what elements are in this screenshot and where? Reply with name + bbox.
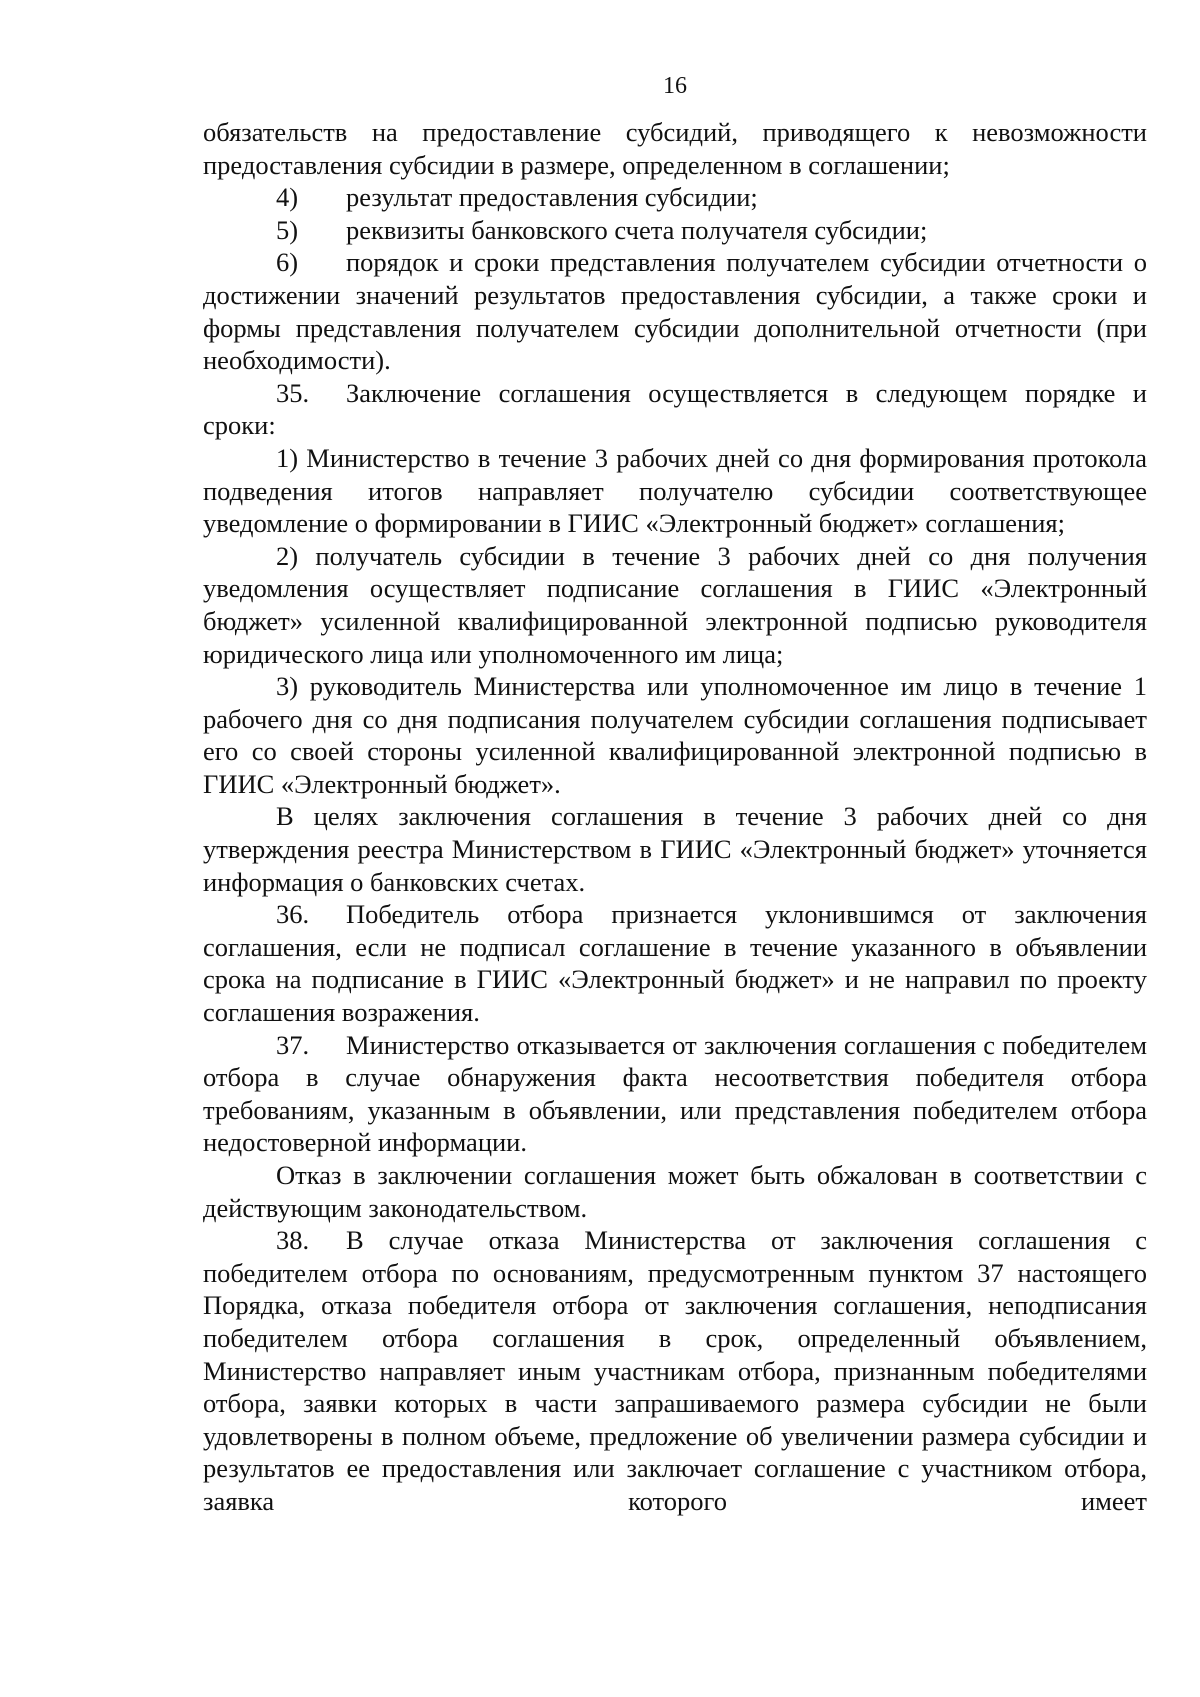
clause-number: 35. — [276, 377, 310, 408]
list-item-5 — [203, 214, 1147, 247]
item-number: 6) — [276, 247, 299, 278]
clause-number: 37. — [276, 1029, 310, 1060]
clause-number: 36. — [276, 899, 310, 930]
paragraph-text: Министерство отказывается от заключения соглашения с победителем отбора в случае обнаружения факта несоответствия победителя отбора требованиям, указанным в объявлении, или представления победителем отбора недостоверной информации. — [203, 1029, 1147, 1158]
paragraph-text: В случае отказа Министерства от заключения соглашения с победителем отбора по основаниям, предусмотренным пунктом 37 настоящего Порядка, отказа победителя отбора от заключения соглашения, неподписания победителем отбора соглашения в срок, определенный объявлением, Министерство направляет иным участникам отбора, признанным победителями отбора, заявки которых в части запрашиваемого размера субсидии не были удовлетворены в полном объеме, предложение об увеличении размера субсидии и результатов ее предоставления или заключает соглашение с участником отбора, заявка которого имеет — [203, 1225, 1147, 1516]
item-number: 4) — [276, 182, 299, 213]
paragraph-text: обязательств на предоставление субсидий, приводящего к невозможности предоставления субсидии в размере, определенном в соглашении; — [203, 117, 1147, 180]
paragraph-text: порядок и сроки представления получателем субсидии отчетности о достижении значений результатов предоставления субсидии, а также сроки и формы представления получателем субсидии дополнительной отчетности (при необходимости). — [203, 247, 1147, 376]
subclause-3 — [203, 670, 1147, 800]
clause-35 — [203, 377, 1147, 442]
list-item-4 — [203, 181, 1147, 214]
subclause-2 — [203, 540, 1147, 670]
paragraph-text: 1) Министерство в течение 3 рабочих дней со дня формирования протокола подведения итогов направляет получателю субсидии соответствующее уведомление о формировании в ГИИС «Электронный бюджет» соглашения; — [203, 442, 1147, 539]
list-item-6 — [203, 246, 1147, 376]
clause-37 — [203, 1029, 1147, 1159]
item-number: 5) — [276, 214, 299, 245]
document-body — [203, 116, 1147, 1518]
paragraph-text: 2) получатель субсидии в течение 3 рабочих дней со дня получения уведомления осуществляет подписание соглашения в ГИИС «Электронный бюджет» усиленной квалифицированной электронной подписью руководителя юридического лица или уполномоченного им лица; — [203, 540, 1147, 669]
paragraph-text: результат предоставления субсидии; — [346, 182, 758, 213]
paragraph-text: В целях заключения соглашения в течение 3 рабочих дней со дня утверждения реестра Министерством в ГИИС «Электронный бюджет» уточняется информация о банковских счетах. — [203, 801, 1147, 897]
paragraph-text: 3) руководитель Министерства или уполномоченное им лицо в течение 1 рабочего дня со дня подписания получателем субсидии соглашения подписывает его со своей стороны усиленной квалифицированной электронной подписью в ГИИС «Электронный бюджет». — [203, 671, 1147, 799]
paragraph-appeal — [203, 1159, 1147, 1224]
page-number: 16 — [663, 73, 687, 99]
paragraph-text: Победитель отбора признается уклонившимся от заключения соглашения, если не подписал соглашение в течение указанного в объявлении срока на подписание в ГИИС «Электронный бюджет» и не направил по проекту соглашения возражения. — [203, 899, 1147, 1028]
paragraph-text: Отказ в заключении соглашения может быть обжалован в соответствии с действующим законодательством. — [203, 1160, 1147, 1223]
subclause-1 — [203, 442, 1147, 540]
paragraph-text: Заключение соглашения осуществляется в следующем порядке и сроки: — [203, 377, 1147, 441]
clause-36 — [203, 898, 1147, 1028]
paragraph-text: реквизиты банковского счета получателя субсидии; — [346, 214, 928, 245]
clause-number: 38. — [276, 1225, 310, 1256]
paragraph-continuation — [203, 116, 1147, 181]
paragraph-bank-accounts — [203, 800, 1147, 898]
clause-38 — [203, 1224, 1147, 1517]
